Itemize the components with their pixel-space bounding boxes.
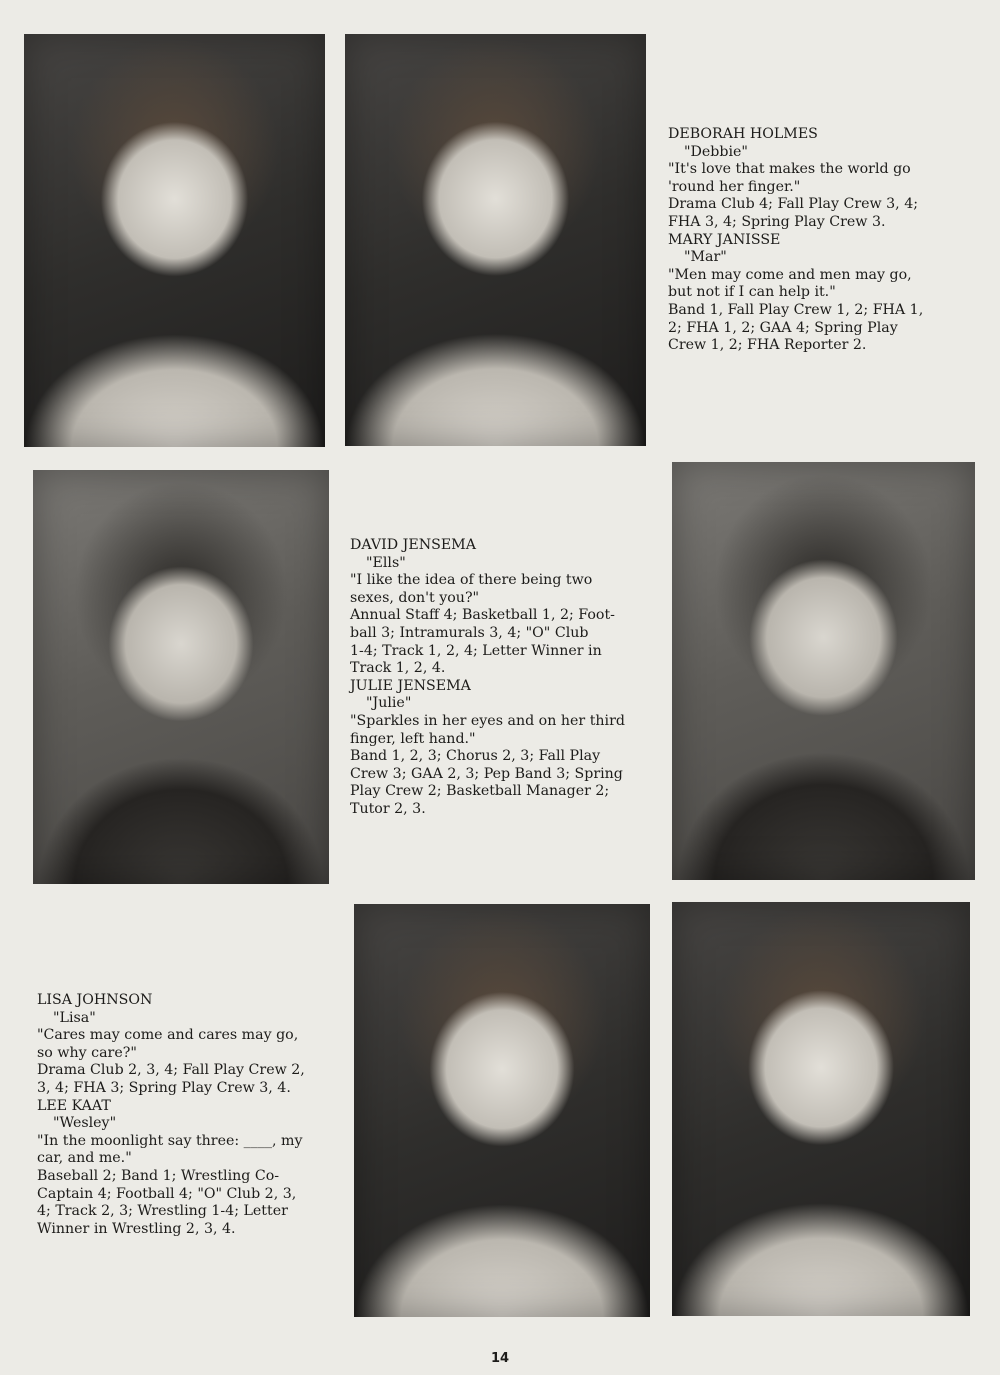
- student-quote: "Sparkles in her eyes and on her third: [350, 712, 625, 729]
- bio-block-holmes-janisse: [668, 126, 923, 355]
- student-activities: Baseball 2; Band 1; Wrestling Co-: [37, 1167, 280, 1184]
- student-name: DEBORAH HOLMES: [668, 126, 818, 142]
- student-activities: 3, 4; FHA 3; Spring Play Crew 3, 4.: [37, 1079, 291, 1096]
- student-name: MARY JANISSE: [668, 231, 781, 248]
- student-quote: "Cares may come and cares may go,: [37, 1027, 299, 1044]
- student-activities: 4; Track 2, 3; Wrestling 1-4; Letter: [37, 1203, 288, 1220]
- portrait-photo-middle-right: [672, 462, 975, 880]
- student-activities: Band 1, 2, 3; Chorus 2, 3; Fall Play: [350, 748, 601, 765]
- student-nickname: "Mar": [684, 249, 727, 266]
- student-nickname: "Wesley": [53, 1115, 117, 1132]
- student-name: LISA JOHNSON: [37, 992, 153, 1008]
- student-quote: so why care?": [37, 1044, 137, 1061]
- student-quote: "In the moonlight say three: ____, my: [37, 1132, 303, 1149]
- student-quote: 'round her finger.": [668, 178, 801, 195]
- student-activities: Crew 3; GAA 2, 3; Pep Band 3; Spring: [350, 765, 623, 782]
- student-activities: Band 1, Fall Play Crew 1, 2; FHA 1,: [668, 301, 924, 318]
- student-nickname: "Debbie": [684, 143, 748, 160]
- student-quote: "Men may come and men may go,: [668, 266, 912, 283]
- student-nickname: "Lisa": [53, 1009, 96, 1026]
- portrait-photo-top-center: [345, 34, 646, 446]
- student-name: LEE KAAT: [37, 1097, 111, 1114]
- bio-block-johnson-kaat: [37, 992, 305, 1238]
- student-quote: finger, left hand.": [350, 730, 476, 747]
- student-quote: "It's love that makes the world go: [668, 161, 911, 178]
- student-activities: Winner in Wrestling 2, 3, 4.: [37, 1220, 236, 1237]
- student-nickname: "Julie": [366, 695, 412, 712]
- portrait-photo-middle-left: [33, 470, 329, 884]
- student-activities: 1-4; Track 1, 2, 4; Letter Winner in: [350, 642, 602, 659]
- bio-block-jensema: [350, 537, 625, 819]
- student-activities: FHA 3, 4; Spring Play Crew 3.: [668, 213, 886, 230]
- student-activities: Crew 1, 2; FHA Reporter 2.: [668, 337, 867, 354]
- page-number: 14: [490, 1351, 510, 1366]
- student-activities: Play Crew 2; Basketball Manager 2;: [350, 783, 610, 800]
- student-nickname: "Ells": [366, 554, 406, 571]
- student-activities: ball 3; Intramurals 3, 4; "O" Club: [350, 624, 589, 641]
- portrait-photo-bottom-right: [672, 902, 970, 1316]
- student-quote: "I like the idea of there being two: [350, 572, 593, 589]
- student-quote: car, and me.": [37, 1150, 132, 1167]
- student-activities: Track 1, 2, 4.: [350, 660, 446, 677]
- student-name: JULIE JENSEMA: [350, 677, 471, 694]
- student-activities: Tutor 2, 3.: [350, 800, 426, 817]
- portrait-photo-top-left: [24, 34, 325, 447]
- student-activities: Captain 4; Football 4; "O" Club 2, 3,: [37, 1185, 297, 1202]
- student-activities: 2; FHA 1, 2; GAA 4; Spring Play: [668, 319, 898, 336]
- student-quote: sexes, don't you?": [350, 589, 480, 606]
- student-name: DAVID JENSEMA: [350, 537, 476, 553]
- student-activities: Drama Club 2, 3, 4; Fall Play Crew 2,: [37, 1062, 305, 1079]
- student-activities: Drama Club 4; Fall Play Crew 3, 4;: [668, 196, 919, 213]
- student-quote: but not if I can help it.": [668, 284, 836, 301]
- student-activities: Annual Staff 4; Basketball 1, 2; Foot-: [350, 607, 615, 624]
- portrait-photo-bottom-center: [354, 904, 650, 1317]
